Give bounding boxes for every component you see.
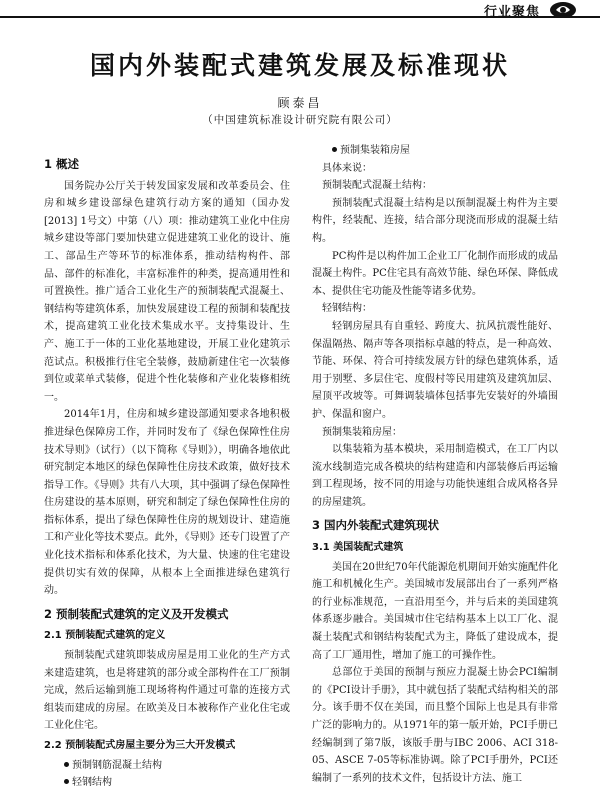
list-item: 预制钢筋混凝土结构 [44, 757, 290, 775]
section-tag: 行业聚焦 [483, 5, 540, 20]
subheading: 预制集装箱房屋： [322, 426, 402, 438]
subheading: 预制装配式混凝土结构： [322, 180, 432, 192]
section-3-1-heading: 3.1 美国装配式建筑 [312, 542, 404, 554]
page-title: 国内外装配式建筑发展及标准现状 [89, 51, 510, 80]
section-3-heading: 3 国内外装配式建筑现状 [312, 518, 440, 533]
left-column [44, 150, 290, 792]
paragraph: 以集装箱为基本模块，采用制造模式，在工厂内以流水线制造完成各模块的结构建造和内部装修后再运输到工程现场，按不同的用途与功能快速组合成风格各异的房屋建筑。 [312, 444, 558, 508]
bullet-icon [64, 779, 69, 784]
section-2-heading: 2 预制装配式建筑的定义及开发模式 [44, 606, 229, 621]
affiliation: （中国建筑标准设计研究院有限公司） [202, 114, 398, 126]
bullet-icon [64, 762, 69, 767]
paragraph: PC构件是以构件加工企业工厂化制作而形成的成品混凝土构件。PC住宅具有高效节能、绿色环保、降低成本、提供住宅功能及性能等诸多优势。 [312, 250, 558, 297]
section-1-heading: 1 概述 [44, 157, 80, 171]
paragraph: 轻钢房屋具有自重轻、跨度大、抗风抗震性能好、保温隔热、隔声等各项指标卓越的特点，是一种高效、节能、环保、符合可持续发展方针的绿色建筑体系，适用于别墅、多层住宅、度假村等民用建筑及建筑加层、屋顶平改坡等。可舞调装墙体包括事先安装好的外墙围护、保温和窗户。 [312, 320, 558, 420]
paragraph: 总部位于美国的预制与预应力混凝土协会PCI编制的《PCI设计手册》，其中就包括了装配式结构相关的部分。该手册不仅在美国，而且整个国际上也是具有非常广泛的影响力的。从1971年的第一版开始，PCI手册已经编制到了第7版，该版手册与IBC 2006、ACI 318-05、ASCE 7-05等标准协调。除了PCI手册外，PCI还编制了一系列的技术文件，包括设计方法、施工 [312, 667, 558, 784]
list-item: 轻钢结构 [44, 774, 290, 792]
bullet-icon [332, 147, 337, 152]
section-2-1-heading: 2.1 预制装配式建筑的定义 [44, 630, 166, 642]
subheading: 轻钢结构： [322, 303, 372, 315]
magazine-logo-icon [548, 0, 578, 20]
paragraph: 美国在20世纪70年代能源危机期间开始实施配件化施工和机械化生产。美国城市发展部出台了一系列严格的行业标准规范，一直沿用至今，并与后来的美国建筑体系逐步融合。美国城市住宅结构基本上以工厂化、混凝土装配式和钢结构装配式为主，降低了建设成本，提高了工厂通用性，增加了施工的可操作性。 [312, 561, 558, 661]
paragraph: 具体来说： [322, 162, 372, 174]
paragraph: 2014年1月，住房和城乡建设部通知要求各地积极推进绿色保障房工作，并同时发布了《绿色保障性住房技术导则》（试行）（以下简称《导则》），明确各地依此研究制定本地区的绿色保障性住房技术政策，做好技术指导工作。《导则》共有八大项，其中强调了绿色保障性住房建设的基本原则，研究和制定了绿色保障性住房的指标体系，提出了绿色保障性住房的规划设计、建造施工和产业化等技术要点。此外，《导则》还专门设置了产业化技术指标和体系化技术，为大量、快速的住宅建设提供切实有效的保障，从根本上全面推进绿色建筑行动。 [44, 409, 290, 597]
paragraph: 预制装配式混凝土结构是以预制混凝土构件为主要构件，经装配、连接，结合部分现浇而形成的混凝土结构。 [312, 197, 558, 244]
right-column [312, 142, 558, 787]
author: 顾泰昌 [277, 96, 323, 110]
list-item: 预制集装箱房屋 [312, 142, 558, 160]
paragraph: 预制装配式建筑即装成房屋是用工业化的生产方式来建造建筑，也是将建筑的部分或全部构件在工厂预制完成，然后运输到施工现场将构件通过可靠的连接方式组装而建成的房屋。在欧美及日本被称作产业化住宅或工业化住宅。 [44, 650, 290, 732]
section-2-2-heading: 2.2 预制装配式房屋主要分为三大开发模式 [44, 740, 236, 751]
paragraph: 国务院办公厅关于转发国家发展和改革委员会、住房和城乡建设部绿色建筑行动方案的通知（国办发[2013] 1号文）中第（八）项：推动建筑工业化中住房城乡建设等部门要加快建立促进建筑工业化的设计、施工、部品生产等环节的标准体系，推动结构构件、部品、部件的标准化，丰富标准件的种类，提高通用性和可置换性。推广适合工业化生产的预制装配式混凝土、钢结构等建筑体系，加快发展建设工程的预制和装配技术，提高建筑工业化技术集成水平。支持集设计、生产、施工于一体的工业化基地建设，开展工业化建筑示范试点。积极推行住宅全装修，鼓励新建住宅一次装修到位或菜单式装修，促进个性化装修和产业化装修相统一。 [44, 180, 290, 403]
